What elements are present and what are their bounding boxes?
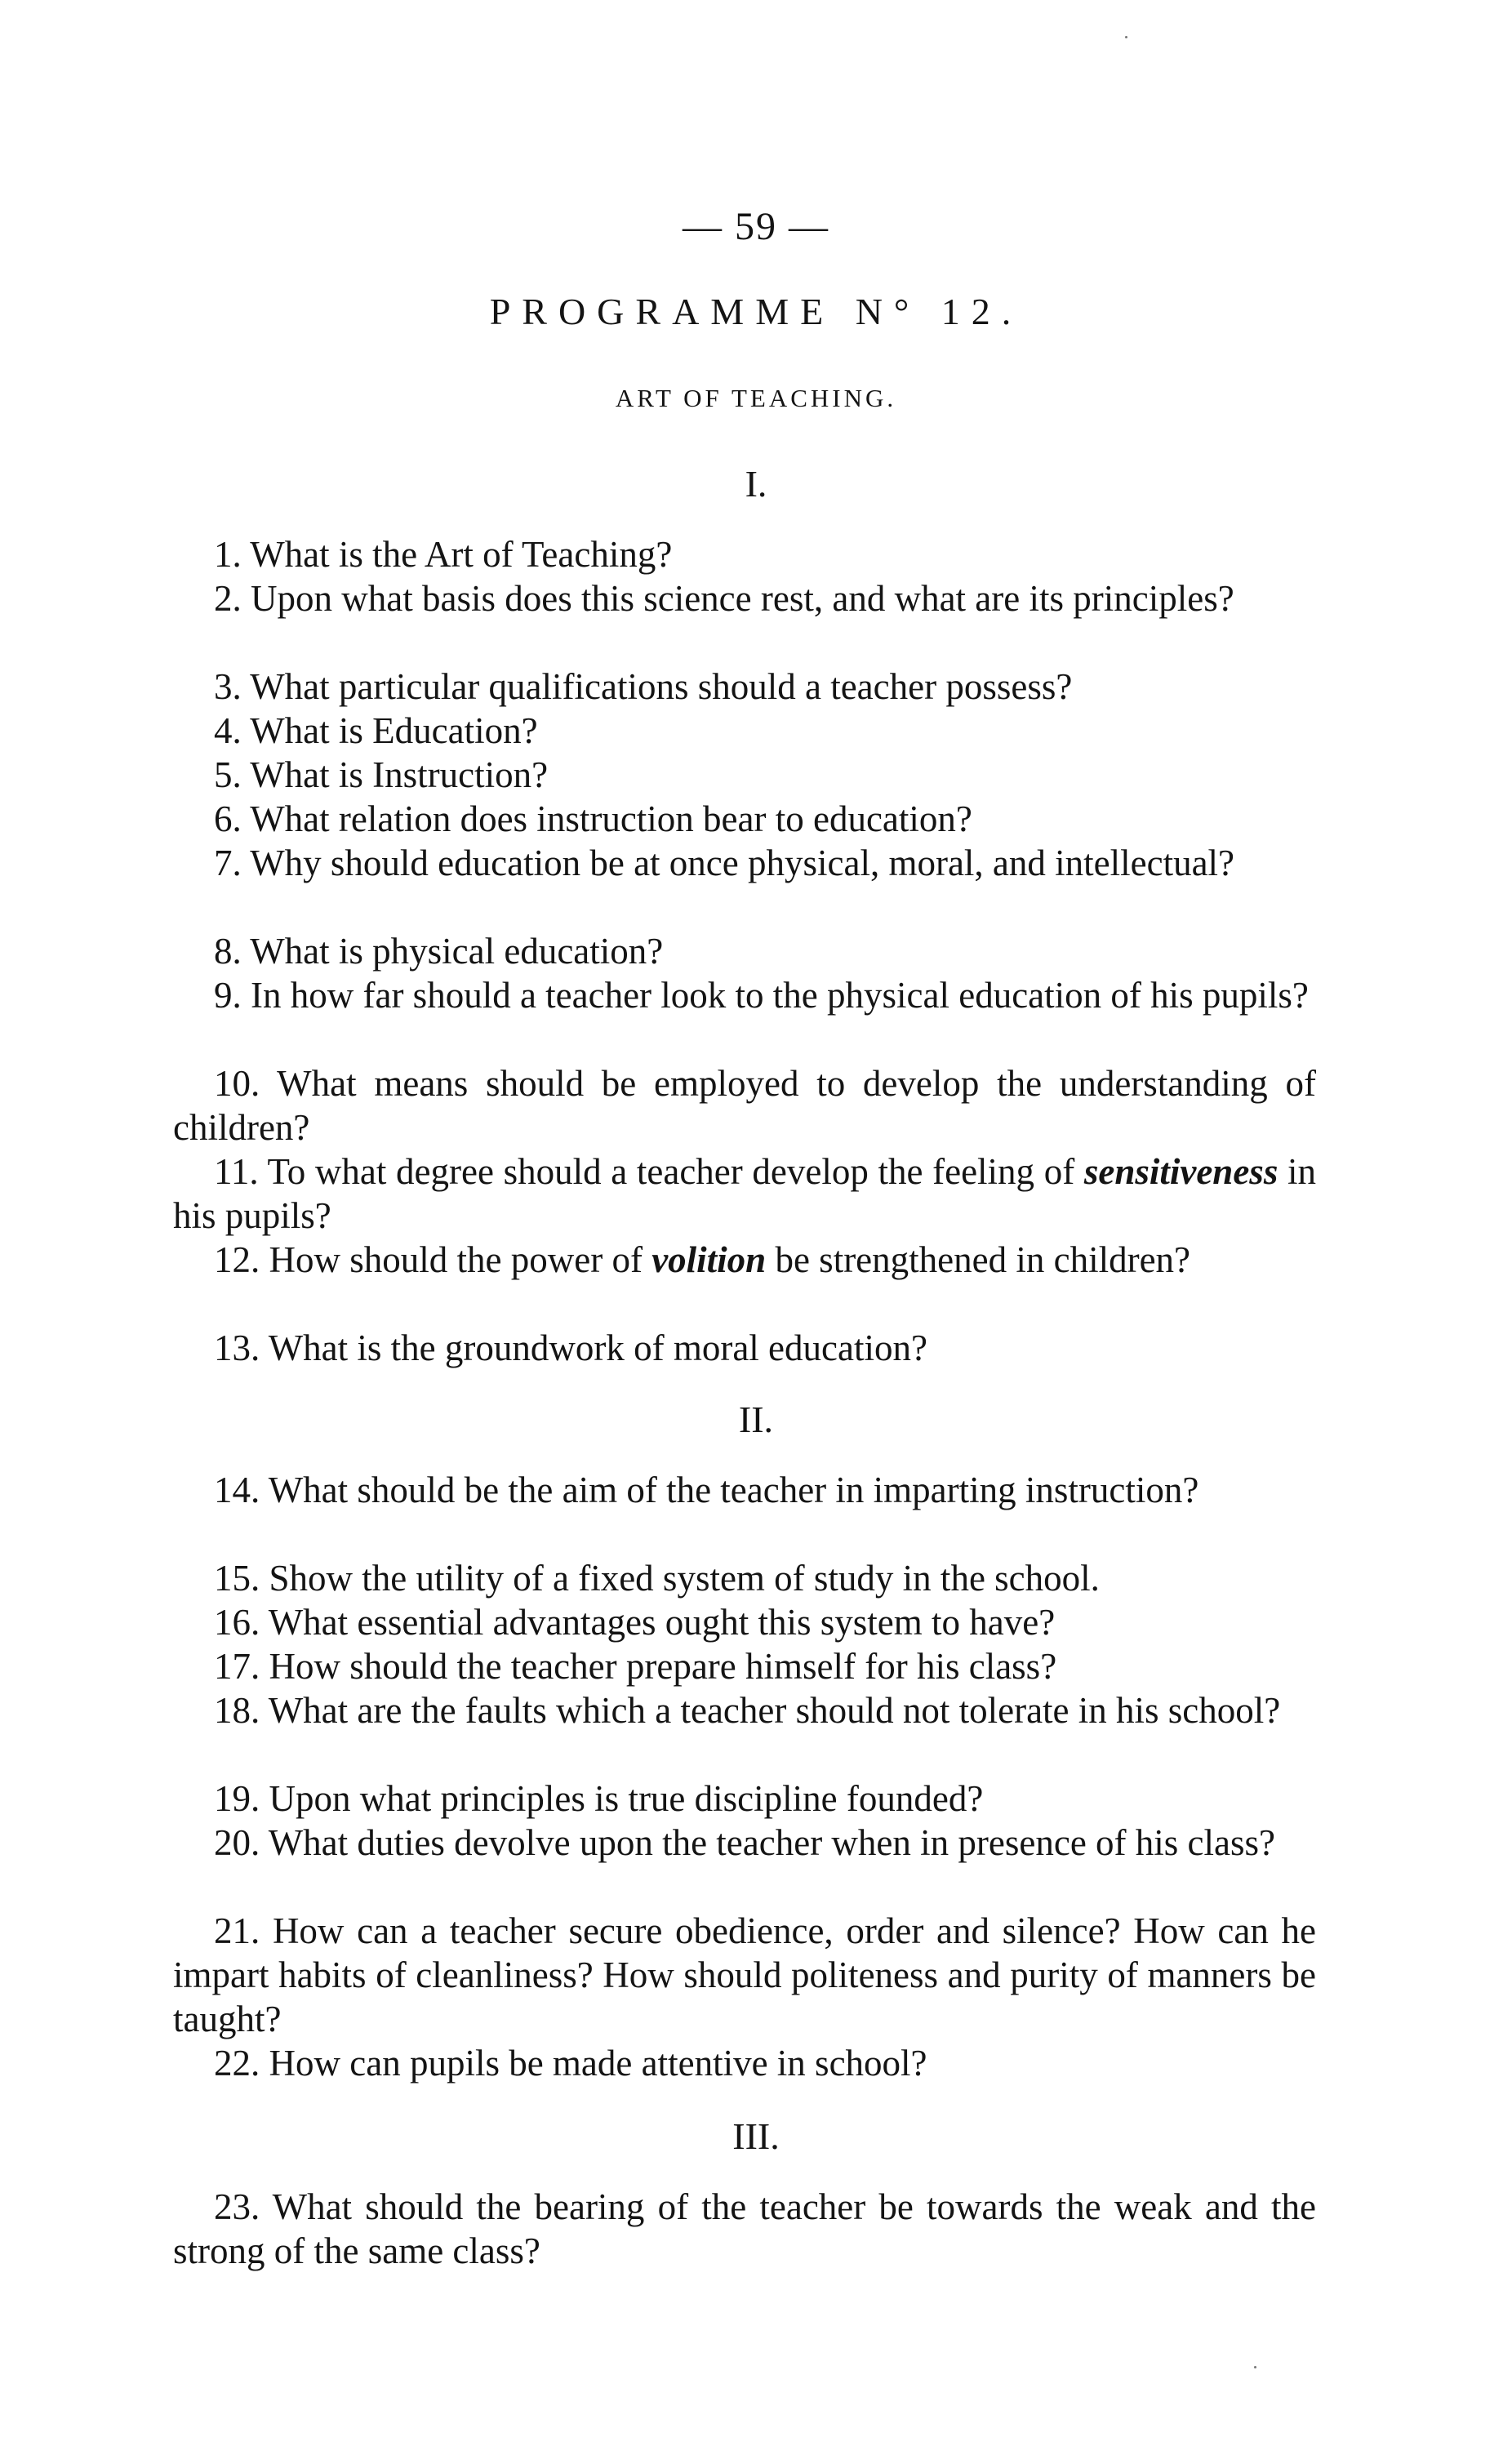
question-text: What is physical education?	[250, 931, 664, 972]
question-18	[173, 1688, 1316, 1732]
scan-speck	[1254, 2366, 1256, 2368]
question-text: How should the power of	[269, 1239, 652, 1280]
question-text: Upon what basis does this science rest, and what are its principles?	[251, 578, 1234, 619]
question-number: 16.	[214, 1602, 260, 1643]
question-number: 17.	[214, 1646, 260, 1687]
question-text: What particular qualifications should a teacher possess?	[250, 666, 1073, 707]
question-number: 20.	[214, 1822, 260, 1863]
question-text: Show the utility of a fixed system of study in the school.	[269, 1558, 1100, 1599]
question-7	[173, 841, 1316, 885]
programme-title: PROGRAMME N° 12.	[489, 291, 1023, 332]
question-number: 7.	[214, 843, 242, 883]
question-number: 14.	[214, 1470, 260, 1510]
question-text: Upon what principles is true discipline founded?	[269, 1778, 984, 1819]
question-number: 3.	[214, 666, 242, 707]
question-1	[173, 532, 1316, 576]
question-text: How can a teacher secure obedience, order and silence? How can he impart habits of cleanliness? How should politeness and purity of manners be taught?	[173, 1910, 1316, 2039]
question-number: 11.	[214, 1151, 259, 1192]
question-text: To what degree should a teacher develop the feeling of	[267, 1151, 1084, 1192]
question-4	[173, 709, 1316, 753]
question-number: 10.	[214, 1063, 260, 1104]
question-19	[173, 1777, 1316, 1821]
section-heading-1: I.	[745, 463, 767, 505]
emphasized-term: sensitiveness	[1083, 1151, 1279, 1192]
question-number: 8.	[214, 931, 242, 972]
question-20	[173, 1821, 1316, 1865]
question-number: 2.	[214, 578, 242, 619]
question-text: How can pupils be made attentive in school?	[269, 2043, 927, 2084]
question-text: What should be the aim of the teacher in imparting instruction?	[268, 1470, 1199, 1510]
question-13	[173, 1326, 1316, 1370]
question-number: 4.	[214, 710, 242, 751]
question-number: 1.	[214, 534, 242, 575]
section-heading-3: III.	[732, 2115, 780, 2157]
question-number: 21.	[214, 1910, 260, 1951]
question-text: be strengthened in children?	[766, 1239, 1191, 1280]
question-text: What means should be employed to develop the understanding of children?	[173, 1063, 1316, 1148]
question-text: What is Instruction?	[250, 754, 549, 795]
question-text: What relation does instruction bear to education?	[250, 798, 972, 839]
question-text: What essential advantages ought this system to have?	[268, 1602, 1056, 1643]
question-number: 9.	[214, 975, 242, 1016]
question-number: 13.	[214, 1328, 260, 1368]
question-text: What is the Art of Teaching?	[250, 534, 673, 575]
question-text: What is Education?	[250, 710, 538, 751]
question-number: 15.	[214, 1558, 260, 1599]
section-heading-2: II.	[738, 1399, 774, 1440]
question-number: 22.	[214, 2043, 260, 2084]
question-number: 19.	[214, 1778, 260, 1819]
question-number: 18.	[214, 1690, 260, 1731]
page-number: — 59 —	[683, 205, 829, 248]
question-14	[173, 1468, 1316, 1512]
question-12	[173, 1238, 1316, 1282]
question-2	[173, 576, 1316, 620]
programme-subtitle: ART OF TEACHING.	[615, 384, 897, 412]
scan-speck	[1125, 36, 1127, 38]
question-9	[173, 973, 1316, 1017]
question-11	[173, 1150, 1316, 1238]
question-17	[173, 1644, 1316, 1688]
question-5	[173, 753, 1316, 797]
question-21	[173, 1909, 1316, 2041]
question-23	[173, 2185, 1316, 2273]
question-text: What is the groundwork of moral education?	[268, 1328, 927, 1368]
question-number: 12.	[214, 1239, 260, 1280]
question-number: 23.	[214, 2186, 260, 2227]
question-text: In how far should a teacher look to the physical education of his pupils?	[251, 975, 1309, 1016]
question-3	[173, 665, 1316, 709]
question-10	[173, 1061, 1316, 1150]
emphasized-term: volition	[651, 1239, 767, 1280]
question-6	[173, 797, 1316, 841]
question-text: What duties devolve upon the teacher when in presence of his class?	[268, 1822, 1275, 1863]
question-text: How should the teacher prepare himself for his class?	[269, 1646, 1057, 1687]
question-22	[173, 2041, 1316, 2085]
question-text: What are the faults which a teacher should not tolerate in his school?	[268, 1690, 1281, 1731]
question-text: in his pupils?	[173, 1151, 1316, 1236]
question-15	[173, 1556, 1316, 1600]
question-number: 5.	[214, 754, 242, 795]
question-8	[173, 929, 1316, 973]
question-number: 6.	[214, 798, 242, 839]
question-16	[173, 1600, 1316, 1644]
question-text: Why should education be at once physical, moral, and intellectual?	[250, 843, 1235, 883]
question-text: What should the bearing of the teacher be towards the weak and the strong of the same class?	[173, 2186, 1316, 2271]
